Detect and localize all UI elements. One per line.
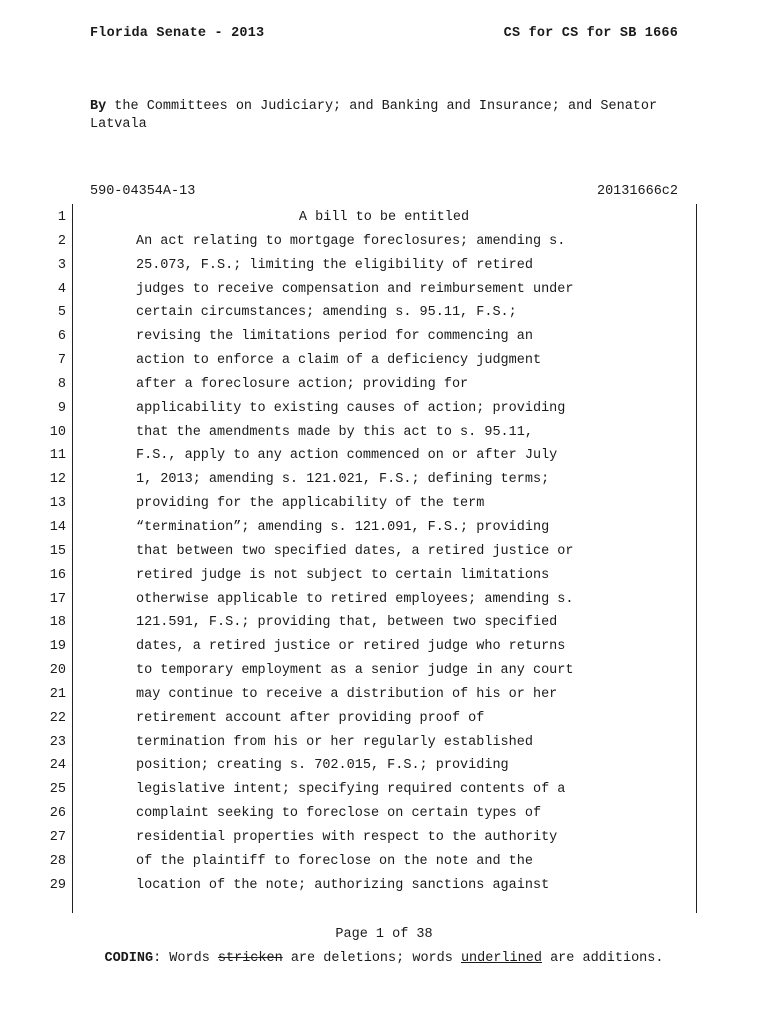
line-number: 4 <box>57 281 66 297</box>
line-number: 7 <box>57 353 66 369</box>
coding-label: CODING <box>104 951 154 966</box>
line-text: residential properties with respect to the authority <box>136 829 558 845</box>
bill-line <box>0 635 768 659</box>
coding-legend <box>0 951 768 966</box>
line-number: 5 <box>57 305 66 321</box>
line-text: complaint seeking to foreclose on certain types of <box>136 806 542 822</box>
line-text: retirement account after providing proof of <box>136 710 485 726</box>
line-text: may continue to receive a distribution of his or her <box>136 686 558 702</box>
bill-line <box>0 278 768 302</box>
line-number: 25 <box>49 782 66 798</box>
bill-text-body <box>0 206 768 897</box>
bill-line <box>0 301 768 325</box>
bill-line <box>0 564 768 588</box>
coding-text-3: are additions. <box>541 951 664 966</box>
bill-line <box>0 850 768 874</box>
bill-line <box>0 826 768 850</box>
bill-id-header: CS for CS for SB 1666 <box>503 26 678 41</box>
line-text: legislative intent; specifying required contents of a <box>136 782 566 798</box>
sponsors-statement <box>90 98 690 134</box>
bill-line <box>0 421 768 445</box>
line-number: 26 <box>49 806 66 822</box>
line-number: 13 <box>49 496 66 512</box>
line-number: 22 <box>49 710 66 726</box>
bill-line <box>0 778 768 802</box>
line-text: revising the limitations period for commencing an <box>136 329 533 345</box>
line-number: 1 <box>57 210 66 225</box>
line-number: 28 <box>49 853 66 869</box>
line-text: applicability to existing causes of action; providing <box>136 400 566 416</box>
line-text: location of the note; authorizing sanctions against <box>136 877 550 893</box>
line-number: 3 <box>57 257 66 273</box>
line-number: 10 <box>49 424 66 440</box>
bill-line <box>0 492 768 516</box>
coding-underlined-example: underlined <box>460 951 542 966</box>
line-text: 1, 2013; amending s. 121.021, F.S.; defining terms; <box>136 472 550 488</box>
line-number: 14 <box>49 519 66 535</box>
line-text: retired judge is not subject to certain limitations <box>136 567 550 583</box>
line-text: A bill to be entitled <box>298 210 470 225</box>
line-text: 121.591, F.S.; providing that, between two specified <box>136 615 558 631</box>
line-number: 2 <box>57 233 66 249</box>
line-text: that the amendments made by this act to s. 95.11, <box>136 424 533 440</box>
bill-line <box>0 588 768 612</box>
bill-line <box>0 540 768 564</box>
line-text: to temporary employment as a senior judge in any court <box>136 663 574 679</box>
draft-code: 590-04354A-13 <box>90 184 196 199</box>
line-number: 18 <box>49 615 66 631</box>
bill-line <box>0 373 768 397</box>
line-number: 9 <box>57 400 66 416</box>
line-number: 17 <box>49 591 66 607</box>
line-number: 19 <box>49 639 66 655</box>
line-text: position; creating s. 702.015, F.S.; providing <box>136 758 509 774</box>
sponsors-text: the Committees on Judiciary; and Banking and Insurance; and Senator Latvala <box>90 99 658 132</box>
sponsors-prefix: By <box>90 99 107 114</box>
coding-text-2: are deletions; words <box>282 951 461 966</box>
line-text: after a foreclosure action; providing for <box>136 376 469 392</box>
line-text: providing for the applicability of the term <box>136 496 485 512</box>
bill-line <box>0 468 768 492</box>
coding-text-1: : Words <box>153 951 218 966</box>
bill-line <box>0 325 768 349</box>
line-text: that between two specified dates, a retired justice or <box>136 543 574 559</box>
line-text: action to enforce a claim of a deficiency judgment <box>136 353 542 369</box>
bill-line <box>0 230 768 254</box>
line-text: dates, a retired justice or retired judge who returns <box>136 639 566 655</box>
page-number: Page 1 of 38 <box>335 927 433 942</box>
line-number: 27 <box>49 829 66 845</box>
bill-line <box>0 254 768 278</box>
line-number: 23 <box>49 734 66 750</box>
line-text: “termination”; amending s. 121.091, F.S.; providing <box>136 519 550 535</box>
line-text: judges to receive compensation and reimbursement under <box>136 281 574 297</box>
line-number: 16 <box>49 567 66 583</box>
bill-line <box>0 683 768 707</box>
line-number: 12 <box>49 472 66 488</box>
line-number: 29 <box>49 877 66 893</box>
bill-line <box>0 349 768 373</box>
line-number: 24 <box>49 758 66 774</box>
line-number: 21 <box>49 686 66 702</box>
bill-line <box>0 731 768 755</box>
line-number: 20 <box>49 663 66 679</box>
line-text: otherwise applicable to retired employees; amending s. <box>136 591 574 607</box>
bill-line <box>0 754 768 778</box>
bill-line <box>0 874 768 898</box>
bill-code: 20131666c2 <box>596 184 678 199</box>
line-number: 6 <box>57 329 66 345</box>
bill-line <box>0 659 768 683</box>
line-text: 25.073, F.S.; limiting the eligibility of retired <box>136 257 533 273</box>
line-text: F.S., apply to any action commenced on or after July <box>136 448 558 464</box>
line-text: termination from his or her regularly established <box>136 734 533 750</box>
line-text: An act relating to mortgage foreclosures; amending s. <box>136 233 566 249</box>
bill-line <box>0 611 768 635</box>
bill-line <box>0 206 768 230</box>
bill-line <box>0 444 768 468</box>
line-number: 11 <box>49 448 66 464</box>
line-text: certain circumstances; amending s. 95.11, F.S.; <box>136 305 517 321</box>
chamber-header: Florida Senate - 2013 <box>90 26 265 41</box>
line-number: 8 <box>57 376 66 392</box>
coding-stricken-example: stricken <box>217 951 283 966</box>
bill-line <box>0 397 768 421</box>
line-number: 15 <box>49 543 66 559</box>
bill-line <box>0 802 768 826</box>
bill-line <box>0 707 768 731</box>
line-text: of the plaintiff to foreclose on the note and the <box>136 853 533 869</box>
bill-line <box>0 516 768 540</box>
